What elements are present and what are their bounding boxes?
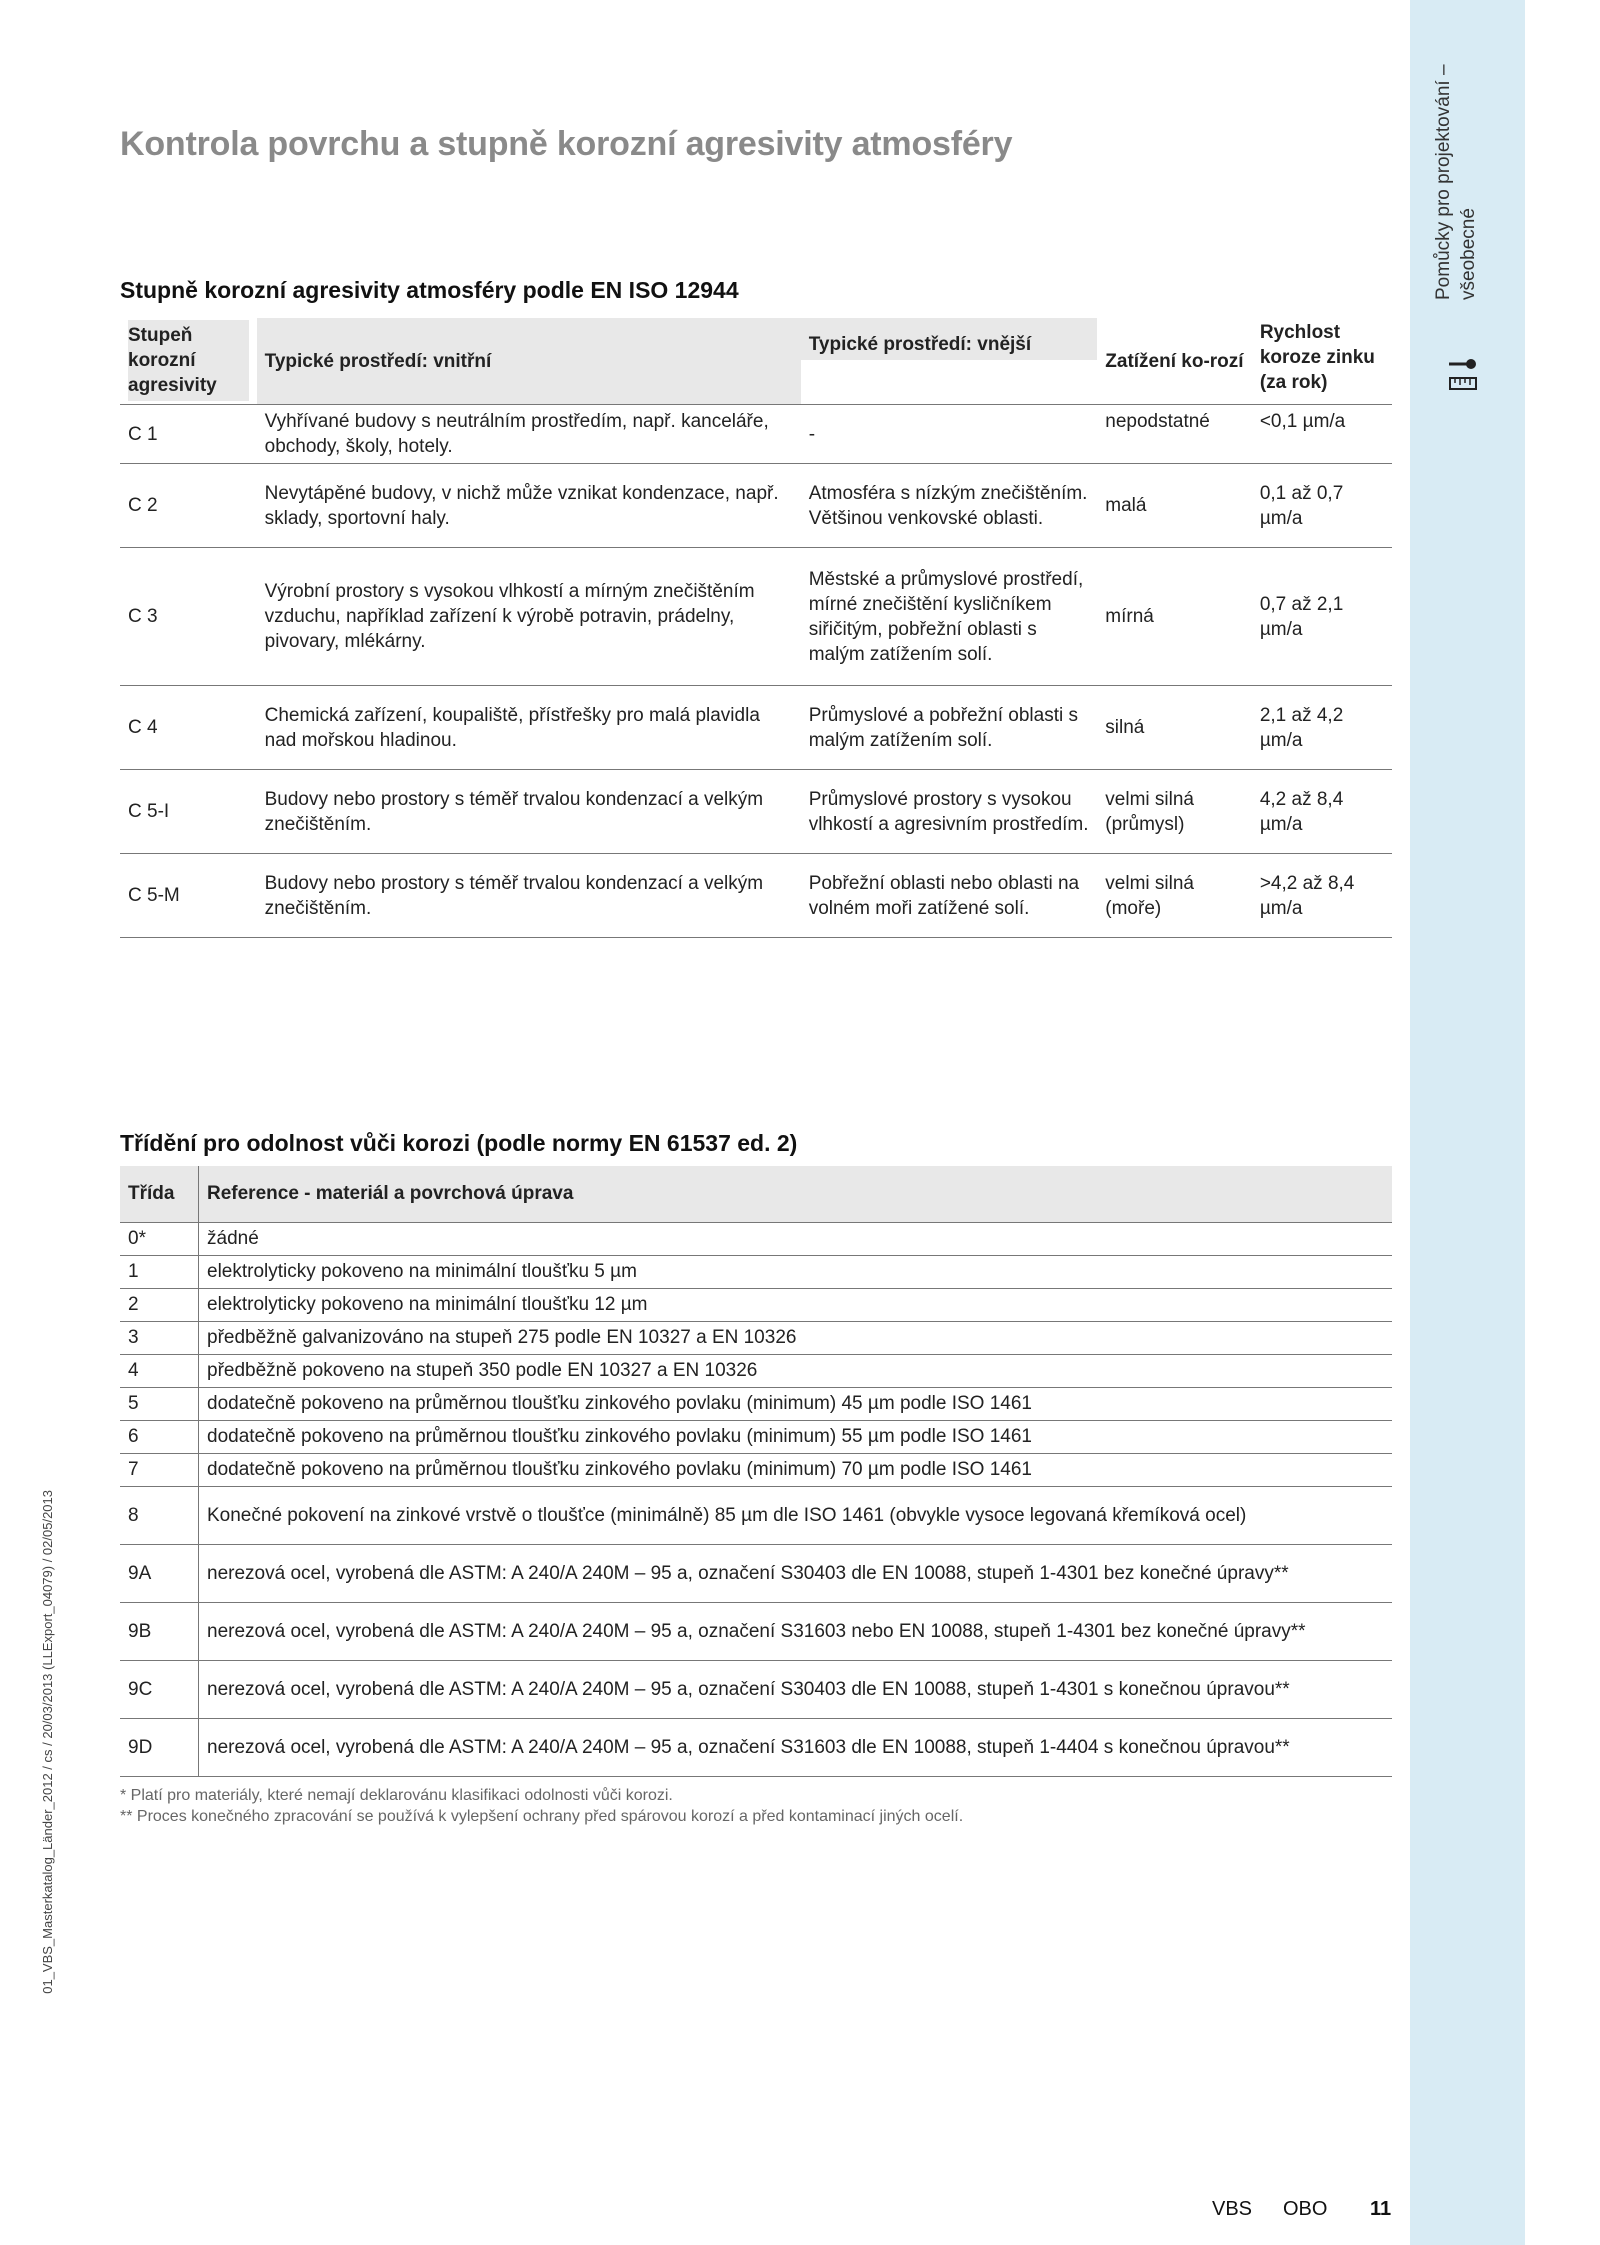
cell-vnejsi: Průmyslové a pobřežní oblasti s malým zatížením solí. bbox=[801, 686, 1098, 770]
cell-stupen: C 1 bbox=[120, 405, 257, 464]
table-row bbox=[120, 1486, 1392, 1544]
cell-stupen: C 5-M bbox=[120, 854, 257, 938]
table2-title: Třídění pro odolnost vůči korozi (podle normy EN 61537 ed. 2) bbox=[120, 1130, 798, 1156]
page-number: 11 bbox=[1370, 2198, 1392, 2220]
cell-zatizeni: malá bbox=[1097, 464, 1252, 548]
cell-reference: dodatečně pokoveno na průměrnou tloušťku zinkového povlaku (minimum) 55 µm podle ISO 1461 bbox=[199, 1420, 1393, 1453]
vertical-meta-text: 01_VBS_Masterkatalog_Länder_2012 / cs / 20/03/2013 (LLExport_04079) / 02/05/2013 bbox=[40, 1490, 55, 1994]
cell-vnejsi: Pobřežní oblasti nebo oblasti na volném moři zatížené solí. bbox=[801, 854, 1098, 938]
table1-title: Stupně korozní agresivity atmosféry podle EN ISO 12944 bbox=[120, 277, 739, 303]
cell-zatizeni: silná bbox=[1097, 686, 1252, 770]
cell-reference: elektrolyticky pokoveno na minimální tloušťku 5 µm bbox=[199, 1255, 1393, 1288]
header-vnejsi: Typické prostředí: vnější bbox=[801, 318, 1098, 360]
table-row bbox=[120, 464, 1392, 548]
cell-vnitrni: Chemická zařízení, koupaliště, přístřešky pro malá plavidla nad mořskou hladinou. bbox=[257, 686, 801, 770]
cell-reference: nerezová ocel, vyrobená dle ASTM: A 240/A 240M – 95 a, označení S30403 dle EN 10088, stupeň 1-4301 bez konečné úpravy** bbox=[199, 1544, 1393, 1602]
table-row bbox=[120, 1420, 1392, 1453]
tools-ruler-icon bbox=[1447, 356, 1479, 392]
cell-reference: elektrolyticky pokoveno na minimální tloušťku 12 µm bbox=[199, 1288, 1393, 1321]
table-row bbox=[120, 1222, 1392, 1255]
header-vnejsi-blank bbox=[801, 360, 1098, 404]
cell-vnejsi: Městské a průmyslové prostředí, mírné znečištění kysličníkem siřičitým, pobřežní oblasti s malým zatížením solí. bbox=[801, 548, 1098, 686]
cell-reference: Konečné pokovení na zinkové vrstvě o tloušťce (minimálně) 85 µm dle ISO 1461 (obvykle vysoce legovaná křemíková ocel) bbox=[199, 1486, 1393, 1544]
header-vnejsi-cell bbox=[801, 318, 1098, 405]
footnotes bbox=[120, 1785, 963, 1827]
header-stupen: Stupeň korozní agresivity bbox=[120, 318, 257, 405]
table-row bbox=[120, 1602, 1392, 1660]
table-row bbox=[120, 1453, 1392, 1486]
cell-trida: 9A bbox=[120, 1544, 199, 1602]
cell-stupen: C 2 bbox=[120, 464, 257, 548]
cell-vnitrni: Výrobní prostory s vysokou vlhkostí a mírným znečištěním vzduchu, například zařízení k výrobě potravin, prádelny, pivovary, mlékárny. bbox=[257, 548, 801, 686]
table-row bbox=[120, 548, 1392, 686]
cell-rychlost: <0,1 µm/a bbox=[1252, 405, 1392, 464]
table-row bbox=[120, 1321, 1392, 1354]
cell-vnejsi: Průmyslové prostory s vysokou vlhkostí a agresivním prostředím. bbox=[801, 770, 1098, 854]
cell-reference: dodatečně pokoveno na průměrnou tloušťku zinkového povlaku (minimum) 70 µm podle ISO 1461 bbox=[199, 1453, 1393, 1486]
cell-trida: 3 bbox=[120, 1321, 199, 1354]
cell-trida: 4 bbox=[120, 1354, 199, 1387]
table-row bbox=[120, 1660, 1392, 1718]
cell-stupen: C 3 bbox=[120, 548, 257, 686]
cell-vnitrni: Budovy nebo prostory s téměř trvalou kondenzací a velkým znečištěním. bbox=[257, 770, 801, 854]
cell-trida: 6 bbox=[120, 1420, 199, 1453]
cell-vnitrni: Vyhřívané budovy s neutrálním prostředím, např. kanceláře, obchody, školy, hotely. bbox=[257, 405, 801, 464]
cell-trida: 9B bbox=[120, 1602, 199, 1660]
cell-rychlost: 0,1 až 0,7 µm/a bbox=[1252, 464, 1392, 548]
table-row bbox=[120, 1387, 1392, 1420]
cell-rychlost: >4,2 až 8,4 µm/a bbox=[1252, 854, 1392, 938]
cell-rychlost: 2,1 až 4,2 µm/a bbox=[1252, 686, 1392, 770]
cell-stupen: C 5-I bbox=[120, 770, 257, 854]
cell-vnejsi: Atmosféra s nízkým znečištěním. Většinou venkovské oblasti. bbox=[801, 464, 1098, 548]
table-row bbox=[120, 1354, 1392, 1387]
cell-reference: nerezová ocel, vyrobená dle ASTM: A 240/A 240M – 95 a, označení S31603 dle EN 10088, stupeň 1-4404 s konečnou úpravou** bbox=[199, 1718, 1393, 1776]
corrosion-resistance-table bbox=[120, 1166, 1392, 1777]
header-trida: Třída bbox=[120, 1166, 199, 1222]
cell-trida: 7 bbox=[120, 1453, 199, 1486]
table-row bbox=[120, 854, 1392, 938]
table-row bbox=[120, 1544, 1392, 1602]
cell-rychlost: 4,2 až 8,4 µm/a bbox=[1252, 770, 1392, 854]
header-reference: Reference - materiál a povrchová úprava bbox=[199, 1166, 1393, 1222]
footer-brand-obo: OBO bbox=[1283, 2198, 1328, 2220]
header-vnitrni: Typické prostředí: vnitřní bbox=[257, 318, 801, 405]
cell-trida: 1 bbox=[120, 1255, 199, 1288]
cell-zatizeni: mírná bbox=[1097, 548, 1252, 686]
footer-brand-vbs: VBS bbox=[1212, 2198, 1253, 2220]
table-row bbox=[120, 1288, 1392, 1321]
cell-trida: 0* bbox=[120, 1222, 199, 1255]
footnote-2: ** Proces konečného zpracování se používá k vylepšení ochrany před spárovou korozí a před kontaminací jiných ocelí. bbox=[120, 1808, 964, 1825]
table-row bbox=[120, 1718, 1392, 1776]
cell-reference: žádné bbox=[199, 1222, 1393, 1255]
cell-reference: předběžně pokoveno na stupeň 350 podle EN 10327 a EN 10326 bbox=[199, 1354, 1393, 1387]
page-title: Kontrola povrchu a stupně korozní agresivity atmosféry bbox=[120, 125, 1013, 163]
sidebar-section-label: Pomůcky pro projektování – všeobecné bbox=[1433, 64, 1479, 300]
cell-reference: dodatečně pokoveno na průměrnou tloušťku zinkového povlaku (minimum) 45 µm podle ISO 1461 bbox=[199, 1387, 1393, 1420]
table-row bbox=[120, 1255, 1392, 1288]
cell-trida: 2 bbox=[120, 1288, 199, 1321]
header-zatizeni: Zatížení ko-rozí bbox=[1105, 350, 1244, 372]
cell-reference: nerezová ocel, vyrobená dle ASTM: A 240/A 240M – 95 a, označení S31603 nebo EN 10088, stupeň 1-4301 bez konečné úpravy** bbox=[199, 1602, 1393, 1660]
sidebar-band bbox=[1410, 0, 1525, 2245]
cell-zatizeni: velmi silná (průmysl) bbox=[1097, 770, 1252, 854]
cell-trida: 5 bbox=[120, 1387, 199, 1420]
cell-vnitrni: Nevytápěné budovy, v nichž může vznikat kondenzace, např. sklady, sportovní haly. bbox=[257, 464, 801, 548]
cell-trida: 8 bbox=[120, 1486, 199, 1544]
cell-rychlost: 0,7 až 2,1 µm/a bbox=[1252, 548, 1392, 686]
cell-zatizeni: velmi silná (moře) bbox=[1097, 854, 1252, 938]
cell-trida: 9C bbox=[120, 1660, 199, 1718]
cell-zatizeni: nepodstatné bbox=[1097, 405, 1252, 464]
cell-reference: předběžně galvanizováno na stupeň 275 podle EN 10327 a EN 10326 bbox=[199, 1321, 1393, 1354]
cell-vnejsi: - bbox=[801, 405, 1098, 464]
cell-trida: 9D bbox=[120, 1718, 199, 1776]
corrosion-categories-table bbox=[120, 318, 1392, 938]
header-rychlost: Rychlost koroze zinku (za rok) bbox=[1259, 322, 1375, 393]
footnote-1: * Platí pro materiály, které nemají deklarovánu klasifikaci odolnosti vůči korozi. bbox=[120, 1787, 673, 1804]
table-row bbox=[120, 405, 1392, 464]
cell-reference: nerezová ocel, vyrobená dle ASTM: A 240/A 240M – 95 a, označení S30403 dle EN 10088, stupeň 1-4301 s konečnou úpravou** bbox=[199, 1660, 1393, 1718]
table-row bbox=[120, 686, 1392, 770]
cell-vnitrni: Budovy nebo prostory s téměř trvalou kondenzací a velkým znečištěním. bbox=[257, 854, 801, 938]
cell-stupen: C 4 bbox=[120, 686, 257, 770]
table-row bbox=[120, 770, 1392, 854]
